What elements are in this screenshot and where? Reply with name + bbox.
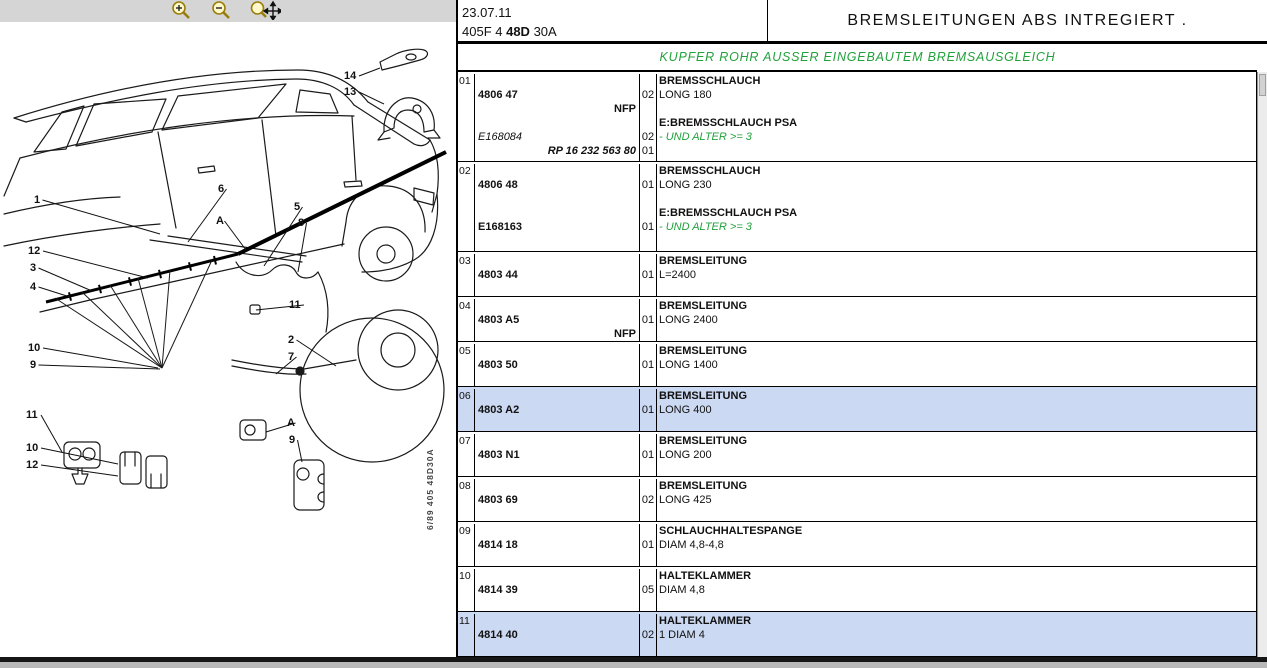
description-line xyxy=(659,462,1256,476)
callout-label: A xyxy=(216,215,224,227)
description-line: LONG 2400 xyxy=(659,314,718,326)
quantity-cell xyxy=(640,344,657,386)
header-row xyxy=(458,0,1267,44)
parts-panel xyxy=(458,0,1267,657)
quantity-line xyxy=(640,417,656,431)
quantity-line xyxy=(640,524,656,538)
part-number-line xyxy=(478,614,636,628)
row-index: 07 xyxy=(459,435,471,447)
description-line: DIAM 4,8-4,8 xyxy=(659,539,724,551)
callout-label: 3 xyxy=(30,262,37,274)
table-row[interactable] xyxy=(458,477,1256,522)
description-line: DIAM 4,8 xyxy=(659,584,705,596)
description-line: L=2400 xyxy=(659,269,697,281)
description-line: LONG 230 xyxy=(659,179,712,191)
table-row[interactable] xyxy=(458,252,1256,297)
part-number-line xyxy=(478,116,636,130)
part-number-cell xyxy=(474,479,640,521)
quantity-line xyxy=(640,552,656,566)
quantity-cell xyxy=(640,254,657,296)
callout-label: 14 xyxy=(344,70,357,82)
description-line: BREMSLEITUNG xyxy=(659,390,747,402)
part-number-line xyxy=(478,74,636,88)
quantity-line: 01 xyxy=(641,359,655,371)
description-cell xyxy=(657,614,1256,656)
quantity-line xyxy=(640,642,656,656)
description-line xyxy=(659,282,1256,296)
zoom-in-icon xyxy=(170,0,192,23)
quantity-line: 02 xyxy=(641,494,655,506)
part-number-cell xyxy=(474,299,640,341)
quantity-line: 01 xyxy=(641,269,655,281)
table-row[interactable] xyxy=(458,522,1256,567)
quantity-cell xyxy=(640,434,657,476)
callout-leader-line xyxy=(43,348,158,368)
pan-icon xyxy=(249,0,281,23)
part-number-line: RP 16 232 563 80 xyxy=(547,145,636,157)
description-line xyxy=(659,552,1256,566)
quantity-cell xyxy=(640,524,657,566)
description-cell xyxy=(657,569,1256,611)
callout-label: 9 xyxy=(289,434,296,446)
quantity-line xyxy=(640,344,656,358)
part-number-line xyxy=(478,417,636,431)
catalog-ref xyxy=(462,22,767,41)
quantity-cell xyxy=(640,164,657,251)
row-index: 11 xyxy=(459,615,470,627)
callout-label: 5 xyxy=(294,201,301,213)
part-number-line: 4806 48 xyxy=(478,179,518,191)
diagram-toolbar xyxy=(0,0,456,22)
part-number-line: 4803 44 xyxy=(478,269,518,281)
part-number-line: 4803 N1 xyxy=(478,449,520,461)
locator-fan-lines xyxy=(55,260,212,368)
quantity-line xyxy=(640,389,656,403)
row-index: 03 xyxy=(459,255,471,267)
part-number-line xyxy=(478,552,636,566)
description-line: 1 DIAM 4 xyxy=(659,629,705,641)
description-line: LONG 400 xyxy=(659,404,712,416)
part-number-line: 4814 40 xyxy=(478,629,518,641)
part-number-line: 4803 A2 xyxy=(478,404,520,416)
description-line xyxy=(659,144,1256,158)
callout-leader-line xyxy=(359,68,380,76)
table-row[interactable] xyxy=(458,72,1256,162)
callout-label: 7 xyxy=(288,351,295,363)
row-index-cell xyxy=(458,344,474,386)
quantity-line xyxy=(640,614,656,628)
description-line xyxy=(659,597,1256,611)
table-row[interactable] xyxy=(458,567,1256,612)
quantity-cell xyxy=(640,614,657,656)
description-line: BREMSLEITUNG xyxy=(659,345,747,357)
quantity-line: 02 xyxy=(641,89,655,101)
parts-table xyxy=(458,72,1257,657)
quantity-line xyxy=(640,299,656,313)
callout-leader-line xyxy=(41,465,118,476)
part-number-cell xyxy=(474,569,640,611)
part-number-line xyxy=(478,524,636,538)
description-line: LONG 180 xyxy=(659,89,712,101)
zoom-in-button[interactable] xyxy=(168,1,194,21)
description-line: BREMSLEITUNG xyxy=(659,435,747,447)
part-number-line: NFP xyxy=(614,328,636,340)
description-line: LONG 425 xyxy=(659,494,712,506)
description-line: LONG 200 xyxy=(659,449,712,461)
quantity-cell xyxy=(640,569,657,611)
callout-label: 8 xyxy=(298,217,305,229)
description-cell xyxy=(657,434,1256,476)
quantity-line: 02 xyxy=(641,131,655,143)
quantity-line xyxy=(640,74,656,88)
part-number-line xyxy=(478,569,636,583)
quantity-line: 01 xyxy=(641,221,655,233)
callout-label: 1 xyxy=(34,194,41,206)
quantity-line xyxy=(640,597,656,611)
description-line: SCHLAUCHHALTESPANGE xyxy=(659,525,803,537)
ref-suffix: 30A xyxy=(529,24,557,39)
quantity-line xyxy=(640,507,656,521)
callout-label: 10 xyxy=(28,342,41,354)
callout-layer xyxy=(26,68,384,476)
row-index: 06 xyxy=(459,390,471,402)
part-number-cell xyxy=(474,524,640,566)
part-number-line: 4814 18 xyxy=(478,539,518,551)
table-row[interactable] xyxy=(458,387,1256,432)
row-index-cell xyxy=(458,524,474,566)
description-cell xyxy=(657,389,1256,431)
part-number-line: 4803 A5 xyxy=(478,314,520,326)
part-number-cell xyxy=(474,434,640,476)
description-line: BREMSSCHLAUCH xyxy=(659,75,761,87)
callout-label: 13 xyxy=(344,86,357,98)
callout-label: 2 xyxy=(288,334,295,346)
callout-leader-line xyxy=(298,440,303,462)
description-line: BREMSLEITUNG xyxy=(659,300,747,312)
part-number-line xyxy=(478,206,636,220)
row-index: 04 xyxy=(459,300,471,312)
part-number-line xyxy=(478,164,636,178)
callout-label: 12 xyxy=(26,459,39,471)
callout-label: 12 xyxy=(28,245,41,257)
part-number-line xyxy=(478,642,636,656)
row-index-cell xyxy=(458,614,474,656)
quantity-line xyxy=(640,327,656,341)
row-index-cell xyxy=(458,299,474,341)
row-index-cell xyxy=(458,434,474,476)
description-line: BREMSSCHLAUCH xyxy=(659,165,761,177)
pan-button[interactable] xyxy=(248,1,282,21)
callout-label: 4 xyxy=(30,281,37,293)
part-number-line xyxy=(478,344,636,358)
zoom-out-button[interactable] xyxy=(208,1,234,21)
description-line xyxy=(659,327,1256,341)
part-number-line xyxy=(478,372,636,386)
page-title: BREMSLEITUNGEN ABS INTREGIERT . xyxy=(847,11,1188,29)
callout-leader-line xyxy=(41,415,62,452)
part-number-cell xyxy=(474,74,640,161)
description-line xyxy=(659,102,1256,116)
quantity-line xyxy=(640,164,656,178)
row-index: 02 xyxy=(459,165,471,177)
ref-prefix: 405F 4 xyxy=(462,24,507,39)
description-line xyxy=(659,417,1256,431)
row-index: 09 xyxy=(459,525,471,537)
diagram-panel xyxy=(0,0,458,657)
page-subtitle: KUPFER ROHR AUSSER EINGEBAUTEM BREMSAUSGLEICH xyxy=(458,44,1257,72)
part-number-line xyxy=(478,507,636,521)
row-index: 01 xyxy=(459,75,471,87)
car-line-art xyxy=(4,49,444,510)
part-number-line xyxy=(478,282,636,296)
quantity-line xyxy=(640,479,656,493)
part-number-line: 4814 39 xyxy=(478,584,518,596)
callout-leader-line xyxy=(39,268,93,291)
description-line: - UND ALTER >= 3 xyxy=(659,131,752,143)
description-cell xyxy=(657,524,1256,566)
quantity-cell xyxy=(640,479,657,521)
part-number-line: NFP xyxy=(614,103,636,115)
part-number-line xyxy=(478,192,636,206)
row-index-cell xyxy=(458,164,474,251)
description-line: E:BREMSSCHLAUCH PSA xyxy=(659,117,798,129)
callout-label: A xyxy=(287,417,295,429)
part-number-line xyxy=(478,479,636,493)
part-number-cell xyxy=(474,389,640,431)
part-number-line: 4803 69 xyxy=(478,494,518,506)
quantity-line xyxy=(640,434,656,448)
plate-ref-text: 6/89 405 48D30A xyxy=(425,448,435,530)
row-index-cell xyxy=(458,479,474,521)
description-line xyxy=(659,192,1256,206)
part-number-line xyxy=(478,299,636,313)
part-number-cell xyxy=(474,344,640,386)
description-cell xyxy=(657,164,1256,251)
description-line xyxy=(659,372,1256,386)
row-index: 05 xyxy=(459,345,471,357)
description-cell xyxy=(657,74,1256,161)
description-line xyxy=(659,642,1256,656)
table-row[interactable] xyxy=(458,432,1256,477)
quantity-line xyxy=(640,282,656,296)
description-line: HALTEKLAMMER xyxy=(659,570,752,582)
part-number-line: E168163 xyxy=(478,221,523,233)
callout-label: 11 xyxy=(289,299,301,311)
quantity-line xyxy=(640,206,656,220)
row-index-cell xyxy=(458,254,474,296)
quantity-line xyxy=(640,372,656,386)
quantity-line: 02 xyxy=(641,629,655,641)
description-cell xyxy=(657,479,1256,521)
quantity-line: 01 xyxy=(641,314,655,326)
part-number-line xyxy=(478,254,636,268)
table-row[interactable] xyxy=(458,342,1256,387)
quantity-line xyxy=(640,254,656,268)
quantity-cell xyxy=(640,389,657,431)
callout-leader-line xyxy=(298,223,307,272)
part-number-line: 4806 47 xyxy=(478,89,518,101)
description-line: LONG 1400 xyxy=(659,359,718,371)
description-line: HALTEKLAMMER xyxy=(659,615,752,627)
table-row[interactable] xyxy=(458,162,1256,252)
row-index-cell xyxy=(458,389,474,431)
callout-label: 11 xyxy=(26,409,38,421)
part-number-line xyxy=(478,389,636,403)
part-number-line xyxy=(478,597,636,611)
table-row[interactable] xyxy=(458,612,1256,657)
description-line: BREMSLEITUNG xyxy=(659,480,747,492)
quantity-line xyxy=(640,234,656,248)
row-index: 10 xyxy=(459,570,471,582)
callout-leader-line xyxy=(39,287,71,297)
header-left xyxy=(458,0,768,41)
description-line: - UND ALTER >= 3 xyxy=(659,221,752,233)
part-number-cell xyxy=(474,614,640,656)
description-cell xyxy=(657,299,1256,341)
diagram-area[interactable] xyxy=(0,22,456,657)
scrollbar-thumb[interactable] xyxy=(1259,74,1266,96)
description-cell xyxy=(657,344,1256,386)
part-number-line xyxy=(478,434,636,448)
callout-label: 10 xyxy=(26,442,39,454)
quantity-cell xyxy=(640,299,657,341)
row-index-cell xyxy=(458,74,474,161)
table-row[interactable] xyxy=(458,297,1256,342)
date-text: 23.07.11 xyxy=(462,5,512,20)
description-line: E:BREMSSCHLAUCH PSA xyxy=(659,207,798,219)
quantity-line: 01 xyxy=(641,145,655,157)
quantity-cell xyxy=(640,74,657,161)
quantity-line: 01 xyxy=(641,449,655,461)
part-number-line: 4803 50 xyxy=(478,359,518,371)
description-line: BREMSLEITUNG xyxy=(659,255,747,267)
callout-leader-line xyxy=(43,251,148,278)
part-number-line xyxy=(478,462,636,476)
quantity-line: 01 xyxy=(641,539,655,551)
bottom-strip xyxy=(0,662,1267,668)
part-number-cell xyxy=(474,254,640,296)
part-number-line: E168084 xyxy=(478,131,523,143)
row-index: 08 xyxy=(459,480,471,492)
quantity-line xyxy=(640,462,656,476)
quantity-line: 05 xyxy=(641,584,655,596)
quantity-line xyxy=(640,569,656,583)
scrollbar[interactable] xyxy=(1257,72,1267,657)
quantity-line xyxy=(640,116,656,130)
quantity-line xyxy=(640,102,656,116)
quantity-line xyxy=(640,192,656,206)
description-line xyxy=(659,234,1256,248)
callout-label: 9 xyxy=(30,359,37,371)
row-index-cell xyxy=(458,569,474,611)
callout-label: 6 xyxy=(218,183,225,195)
part-number-cell xyxy=(474,164,640,251)
description-line xyxy=(659,507,1256,521)
callout-leader-line xyxy=(43,200,161,234)
quantity-line: 01 xyxy=(641,179,655,191)
description-cell xyxy=(657,254,1256,296)
part-number-line xyxy=(478,234,636,248)
zoom-out-icon xyxy=(210,0,232,23)
ref-bold: 48D xyxy=(506,24,530,39)
quantity-line: 01 xyxy=(641,404,655,416)
callout-leader-line xyxy=(359,92,384,104)
